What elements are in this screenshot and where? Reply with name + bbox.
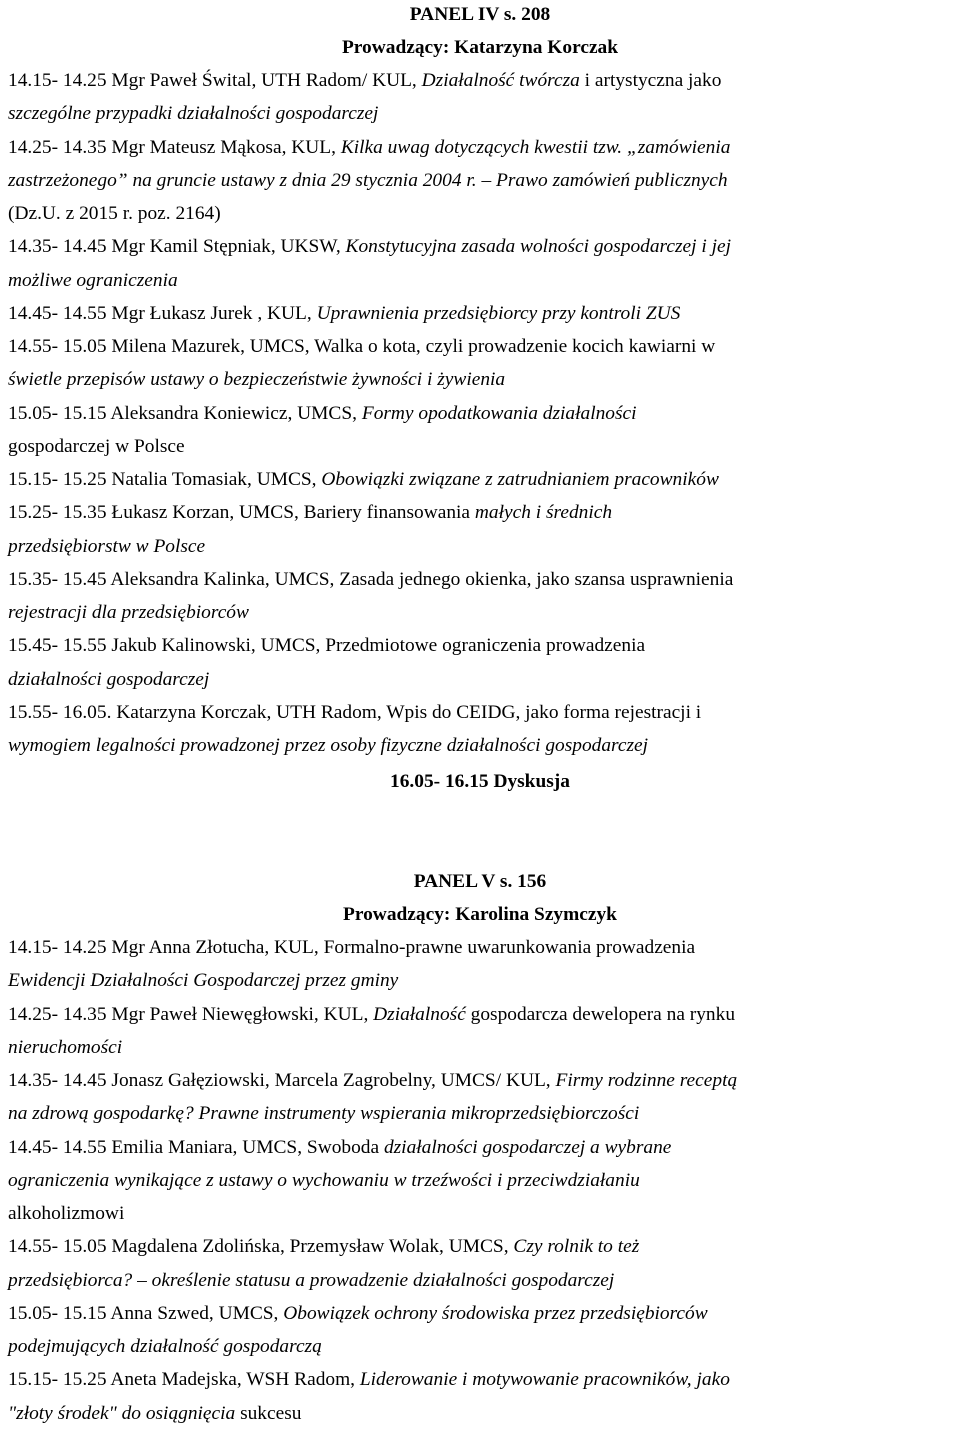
agenda-text: 14.55- 15.05 Magdalena Zdolińska, Przemysław Wolak, UMCS, (8, 1236, 514, 1258)
agenda-text: nieruchomości (8, 1036, 123, 1058)
agenda-text: ograniczenia wynikające z ustawy o wychowaniu w trzeźwości i przeciwdziałaniu (8, 1169, 640, 1191)
agenda-text: Działalność twórcza (421, 70, 580, 91)
agenda-line (8, 1301, 708, 1327)
agenda-text: Czy rolnik to też (513, 1236, 640, 1258)
agenda-line (8, 268, 178, 294)
agenda-text: 14.15- 14.25 Mgr Paweł Śwital, UTH Radom/ KUL, (8, 70, 422, 91)
agenda-text: świetle przepisów ustawy o bezpieczeństwie żywności i żywienia (8, 369, 506, 391)
panel-iv-title: PANEL IV s. 208 (409, 4, 551, 25)
agenda-text: 15.15- 15.25 Aneta Madejska, WSH Radom, (8, 1369, 360, 1391)
agenda-text: Formy opodatkowania działalności (361, 402, 637, 424)
agenda-line (8, 667, 209, 693)
agenda-text: 15.15- 15.25 Natalia Tomasiak, UMCS, (8, 469, 322, 490)
agenda-text: sukcesu (235, 1402, 302, 1424)
agenda-text: Działalność (373, 1003, 466, 1025)
agenda-line (8, 301, 680, 327)
agenda-line (8, 101, 378, 127)
agenda-line (8, 334, 715, 360)
agenda-line (8, 1035, 122, 1061)
agenda-line (8, 1168, 640, 1194)
agenda-text: możliwe ograniczenia (8, 269, 178, 291)
agenda-line (8, 1068, 737, 1094)
agenda-line (8, 1101, 639, 1127)
agenda-text: szczególne przypadki działalności gospodarczej (8, 103, 379, 125)
agenda-text: przedsiębiorstw w Polsce (8, 535, 206, 557)
agenda-text: rejestracji dla przedsiębiorców (8, 602, 249, 623)
agenda-line (8, 567, 733, 593)
agenda-line (8, 234, 731, 260)
agenda-text: 15.45- 15.55 Jakub Kalinowski, UMCS, Przedmiotowe ograniczenia prowadzenia (8, 635, 646, 657)
agenda-text: działalności gospodarczej (8, 668, 210, 690)
agenda-text: gospodarcza dewelopera na rynku (465, 1003, 736, 1025)
agenda-text: Uprawnienia przedsiębiorcy przy kontroli ZUS (316, 302, 681, 324)
agenda-text: małych i średnich (474, 502, 613, 524)
agenda-line (8, 700, 701, 726)
agenda-text: 15.05- 15.15 Anna Szwed, UMCS, (8, 1302, 284, 1324)
panel-v-title: PANEL V s. 156 (413, 871, 547, 892)
agenda-text: Kilka uwag dotyczących kwestii tzw. „zamówienia (340, 136, 731, 158)
agenda-line (8, 600, 249, 626)
agenda-text: 14.35- 14.45 Mgr Kamil Stępniak, UKSW, (8, 236, 346, 258)
agenda-text: 15.55- 16.05. Katarzyna Korczak, UTH Radom, Wpis do CEIDG, jako forma rejestracji i (8, 701, 702, 723)
panel-v-chair: Prowadzący: Karolina Szymczyk (343, 904, 617, 925)
agenda-line (8, 1401, 301, 1427)
agenda-line (8, 733, 648, 759)
agenda-line (8, 935, 695, 961)
agenda-text: 14.35- 14.45 Jonasz Gałęziowski, Marcela Zagrobelny, UMCS/ KUL, (8, 1070, 556, 1091)
agenda-text: wymogiem legalności prowadzonej przez osoby fizyczne działalności gospodarczej (8, 735, 649, 756)
agenda-line (8, 1002, 735, 1028)
agenda-line (8, 467, 719, 493)
agenda-text: Obowiązek ochrony środowiska przez przedsiębiorców (283, 1302, 708, 1324)
agenda-line (8, 168, 728, 194)
agenda-line (8, 1334, 322, 1360)
agenda-text: gospodarczej w Polsce (8, 435, 185, 457)
agenda-text: 15.25- 15.35 Łukasz Korzan, UMCS, Bariery finansowania (8, 502, 475, 524)
agenda-text: zastrzeżonego” na gruncie ustawy z dnia 29 stycznia 2004 r. – Prawo zamówień publicznych (8, 169, 728, 191)
agenda-line (8, 68, 721, 94)
agenda-line (8, 500, 612, 526)
agenda-line (8, 434, 185, 460)
agenda-text: 14.25- 14.35 Mgr Mateusz Mąkosa, KUL, (8, 136, 341, 158)
agenda-text: 14.55- 15.05 Milena Mazurek, UMCS, Walka o kota, czyli prowadzenie kocich kawiarni w (8, 336, 716, 357)
agenda-text: "złoty środek" do osiągnięcia (8, 1402, 236, 1424)
agenda-line (8, 968, 398, 994)
agenda-text: 15.05- 15.15 Aleksandra Koniewicz, UMCS, (8, 402, 362, 424)
agenda-text: alkoholizmowi (8, 1203, 125, 1224)
agenda-line (8, 1135, 671, 1161)
agenda-text: i artystyczna jako (579, 70, 722, 91)
agenda-text: 14.45- 14.55 Emilia Maniara, UMCS, Swoboda (8, 1136, 384, 1158)
agenda-text: 14.25- 14.35 Mgr Paweł Niewęgłowski, KUL, (8, 1003, 374, 1025)
agenda-text: Obowiązki związane z zatrudnianiem pracowników (321, 469, 719, 490)
agenda-line (8, 201, 221, 227)
agenda-line (8, 1201, 124, 1227)
agenda-text: Ewidencji Działalności Gospodarczej przez gminy (8, 970, 399, 992)
agenda-line (8, 1234, 639, 1260)
agenda-text: Liderowanie i motywowanie pracowników, jako (359, 1369, 730, 1391)
agenda-line (8, 1268, 614, 1294)
agenda-text: działalności gospodarczej a wybrane (383, 1136, 672, 1158)
panel-iv-discussion: 16.05- 16.15 Dyskusja (390, 771, 570, 792)
agenda-line (8, 1367, 730, 1393)
agenda-text: podejmujących działalność gospodarczą (8, 1336, 322, 1357)
agenda-line (8, 534, 205, 560)
agenda-text: 15.35- 15.45 Aleksandra Kalinka, UMCS, Zasada jednego okienka, jako szansa usprawnienia (8, 568, 734, 590)
agenda-text: 14.45- 14.55 Mgr Łukasz Jurek , KUL, (8, 302, 317, 324)
agenda-line (8, 135, 730, 161)
agenda-text: (Dz.U. z 2015 r. poz. 2164) (8, 203, 221, 224)
agenda-line (8, 633, 645, 659)
agenda-text: Konstytucyjna zasada wolności gospodarczej i jej (345, 236, 731, 258)
agenda-text: 14.15- 14.25 Mgr Anna Złotucha, KUL, Formalno-prawne uwarunkowania prowadzenia (8, 937, 696, 958)
panel-iv-chair: Prowadzący: Katarzyna Korczak (341, 37, 619, 58)
agenda-text: na zdrową gospodarkę? Prawne instrumenty wspierania mikroprzedsiębiorczości (8, 1103, 640, 1125)
agenda-text: przedsiębiorca? – określenie statusu a prowadzenie działalności gospodarczej (8, 1269, 615, 1291)
agenda-line (8, 367, 505, 393)
agenda-line (8, 401, 637, 427)
agenda-text: Firmy rodzinne receptą (555, 1070, 738, 1091)
